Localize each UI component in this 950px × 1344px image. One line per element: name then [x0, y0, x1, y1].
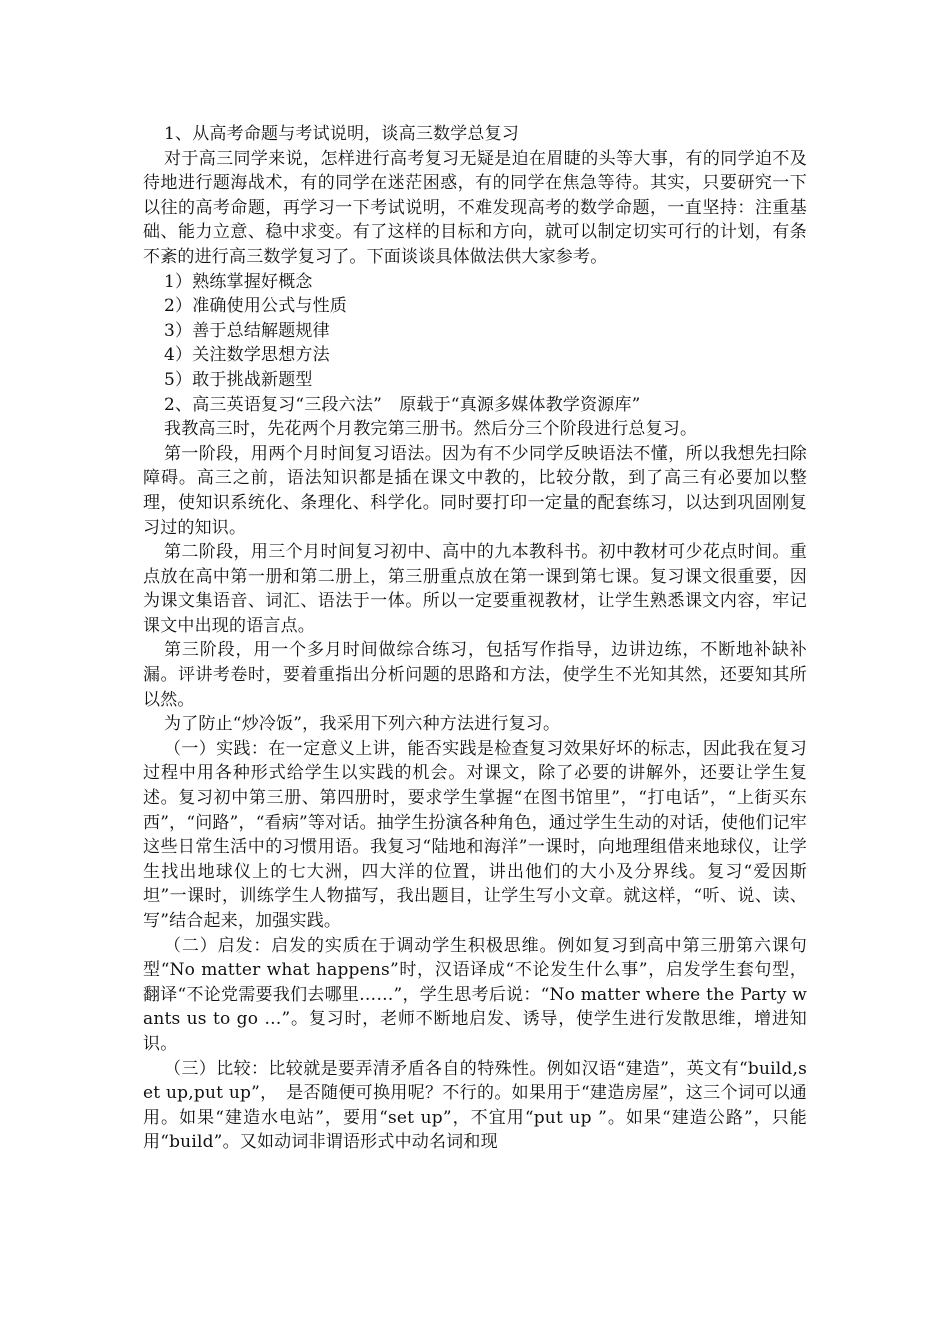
list-item: 5）敢于挑战新题型	[164, 369, 313, 390]
list-item: 1）熟练掌握好概念	[164, 271, 313, 292]
paragraph: （二）启发：启发的实质在于调动学生积极思维。例如复习到高中第三册第六课句型“No matter what happens”时，汉语译成“不论发生什么事”，启发学生套句型，翻译“不论党需要我们去哪里……”，学生思考后说：“No matter where the Party wants us to go …”。复习时，老师不断地启发、诱导，使学生进行发散思维，增进知识。	[143, 935, 807, 1054]
paragraph: 第三阶段，用一个多月时间做综合练习，包括写作指导，边讲边练，不断地补缺补漏。评讲考卷时，要着重指出分析问题的思路和方法，使学生不光知其然，还要知其所以然。	[143, 640, 807, 710]
paragraph: 第一阶段，用两个月时间复习语法。因为有不少同学反映语法不懂，所以我想先扫除障碍。高三之前，语法知识都是插在课文中教的，比较分散，到了高三有必要加以整理，使知识系统化、条理化、科学化。同时要打印一定量的配套练习，以达到巩固刚复习过的知识。	[143, 443, 807, 538]
list-item: 3）善于总结解题规律	[164, 320, 330, 341]
heading-english-review: 2、高三英语复习“三段六法” 原载于“真源多媒体教学资源库”	[164, 394, 641, 415]
paragraph: 第二阶段，用三个月时间复习初中、高中的九本教科书。初中教材可少花点时间。重点放在高中第一册和第二册上，第三册重点放在第一课到第七课。复习课文很重要，因为课文集语音、词汇、语法于一体。所以一定要重视教材，让学生熟悉课文内容，牢记课文中出现的语言点。	[143, 542, 807, 636]
paragraph: 我教高三时，先花两个月教完第三册书。然后分三个阶段进行总复习。	[164, 419, 698, 440]
heading-math-review: 1、从高考命题与考试说明，谈高三数学总复习	[164, 124, 520, 144]
document-body	[143, 122, 807, 1155]
paragraph: 为了防止“炒冷饭”，我采用下列六种方法进行复习。	[164, 714, 561, 735]
list-item: 2）准确使用公式与性质	[164, 296, 348, 317]
paragraph: 对于高三同学来说，怎样进行高考复习无疑是迫在眉睫的头等大事，有的同学迫不及待地进行题海战术，有的同学在迷茫困惑，有的同学在焦急等待。其实，只要研究一下以往的高考命题，再学习一下考试说明，不难发现高考的数学命题，一直坚持：注重基础、能力立意、稳中求变。有了这样的目标和方向，就可以制定切实可行的计划，有条不紊的进行高三数学复习了。下面谈谈具体做法供大家参考。	[143, 148, 807, 267]
list-item: 4）关注数学思想方法	[164, 345, 330, 366]
paragraph: （三）比较：比较就是要弄清矛盾各自的特殊性。例如汉语“建造”，英文有“build,set up,put up”， 是否随便可换用呢？不行的。如果用于“建造房屋”，这三个词可以通用。如果“建造水电站”，要用“set up”，不宜用“put up ”。如果“建造公路”，只能用“build”。又如动词非谓语形式中动名词和现	[143, 1058, 807, 1153]
paragraph: （一）实践：在一定意义上讲，能否实践是检查复习效果好坏的标志，因此我在复习过程中用各种形式给学生以实践的机会。对课文，除了必要的讲解外，还要让学生复述。复习初中第三册、第四册时，要求学生掌握“在图书馆里”，“打电话”，“上街买东西”，“问路”，“看病”等对话。抽学生扮演各种角色，通过学生生动的对话，使他们记牢这些日常生活中的习惯用语。我复习“陆地和海洋”一课时，向地理组借来地球仪，让学生找出地球仪上的七大洲，四大洋的位置，讲出他们的大小及分界线。复习“爱因斯坦”一课时，训练学生人物描写，我出题目，让学生写小文章。就这样，“听、说、读、写”结合起来，加强实践。	[143, 738, 807, 931]
